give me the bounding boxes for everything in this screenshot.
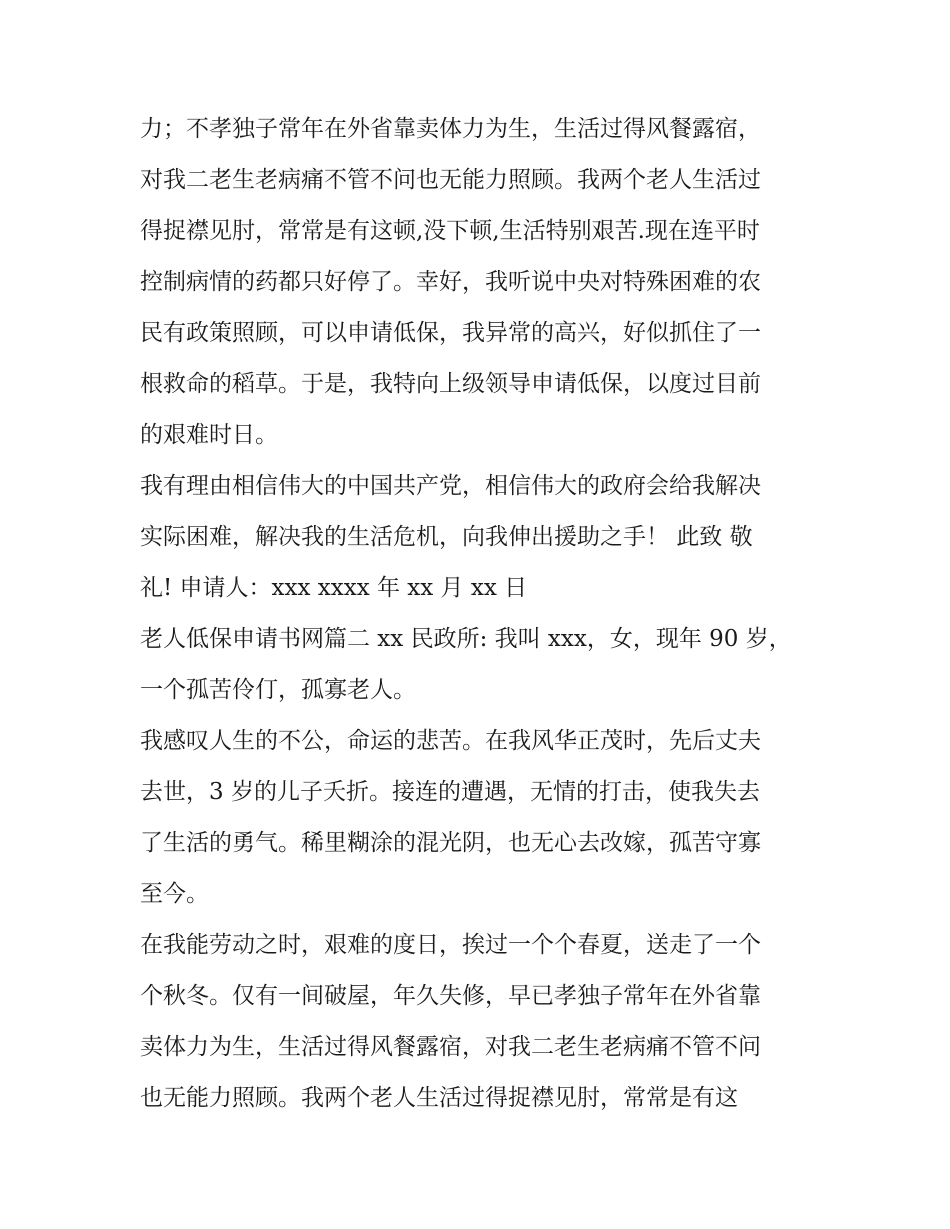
text-line: 力；不孝独子常年在外省靠卖体力为生，生活过得风餐露宿， — [140, 116, 761, 142]
text-line: 根救命的稻草。于是，我特向上级领导申请低保，以度过目前 — [140, 371, 761, 397]
text-line: 民有政策照顾，可以申请低保，我异常的高兴，好似抓住了一 — [140, 320, 761, 346]
text-line: 去世，3 岁的儿子夭折。接连的遭遇，无情的打击，使我失去 — [140, 779, 760, 805]
text-line: 至今。 — [140, 881, 209, 907]
text-line: 礼! 申请人：xxx xxxx 年 xx 月 xx 日 — [140, 575, 528, 601]
text-line: 了生活的勇气。稀里糊涂的混光阴，也无心去改嫁，孤苦守寡 — [140, 830, 761, 856]
body-text — [140, 104, 820, 1124]
text-line: 控制病情的药都只好停了。幸好，我听说中央对特殊困难的农 — [140, 269, 761, 295]
text-line: 我有理由相信伟大的中国共产党，相信伟大的政府会给我解决 — [140, 473, 761, 499]
text-line: 在我能劳动之时，艰难的度日，挨过一个个春夏，送走了一个 — [140, 932, 761, 958]
text-line: 卖体力为生，生活过得风餐露宿，对我二老生老病痛不管不问 — [140, 1034, 761, 1060]
text-line: 一个孤苦伶仃，孤寡老人。 — [140, 677, 416, 703]
text-line: 的艰难时日。 — [140, 422, 278, 448]
text-line: 得捉襟见肘，常常是有这顿,没下顿,生活特别艰苦.现在连平时 — [140, 218, 760, 244]
text-line: 实际困难，解决我的生活危机，向我伸出援助之手！ 此致 敬 — [140, 524, 753, 550]
text-line: 对我二老生老病痛不管不问也无能力照顾。我两个老人生活过 — [140, 167, 761, 193]
text-line: 也无能力照顾。我两个老人生活过得捉襟见肘，常常是有这 — [140, 1085, 738, 1111]
text-line: 老人低保申请书网篇二 xx 民政所: 我叫 xxx，女，现年 90 岁， — [140, 626, 792, 652]
text-line: 个秋冬。仅有一间破屋，年久失修，早已孝独子常年在外省靠 — [140, 983, 761, 1009]
text-line: 我感叹人生的不公，命运的悲苦。在我风华正茂时，先后丈夫 — [140, 728, 761, 754]
